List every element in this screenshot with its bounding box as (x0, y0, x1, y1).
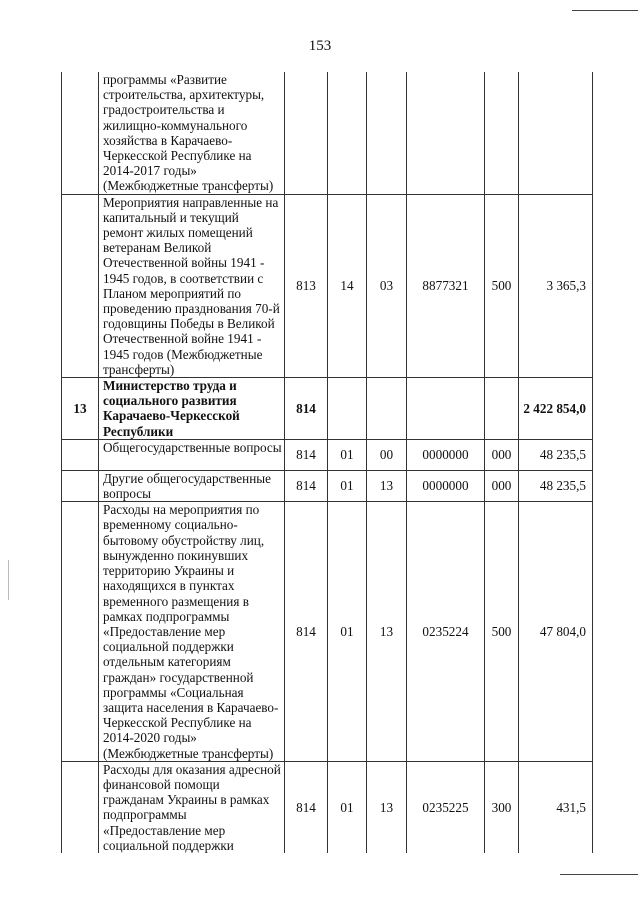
row-number: 13 (62, 378, 99, 440)
amount: 47 804,0 (519, 502, 593, 761)
expense-name: Общегосударственные вопросы (99, 439, 285, 470)
ministry-code: 814 (285, 439, 328, 470)
expense-name: Расходы на мероприятия по временному социально-бытовому обустройству лиц, вынужденно покинувших территорию Украины и находящихся в пунктах временного размещения в рамках подпрограммы «Предоставление мер социальной поддержки отдельным категориям граждан» государственной программы «Социальная защита населения в Карачаево-Черкесской Республике на 2014-2020 годы» (Межбюджетные трансферты) (99, 502, 285, 761)
amount: 48 235,5 (519, 439, 593, 470)
subsection-code: 13 (367, 502, 407, 761)
table-row (62, 72, 593, 194)
ministry-code: 814 (285, 502, 328, 761)
ministry-code: 814 (285, 470, 328, 501)
expense-name: программы «Развитие строительства, архитектуры, градостроительства и жилищно-коммунального хозяйства в Карачаево-Черкесской Республике на 2014-2017 годы» (Межбюджетные трансферты) (99, 72, 285, 194)
expense-type-code: 500 (485, 502, 519, 761)
page-number: 153 (308, 38, 332, 54)
section-code: 01 (328, 439, 367, 470)
expense-name: Мероприятия направленные на капитальный и текущий ремонт жилых помещений ветеранам Великой Отечественной войны 1941 - 1945 годов, в соответствии с Планом мероприятий по проведению празднования 70-й годовщины Победы в Великой Отечественной войне 1941 - 1945 годов (Межбюджетные трансферты) (99, 194, 285, 377)
row-number (62, 439, 99, 470)
ministry-code: 813 (285, 194, 328, 377)
target-article-code (407, 72, 485, 194)
subsection-code (367, 72, 407, 194)
target-article-code: 0000000 (407, 439, 485, 470)
row-number (62, 194, 99, 377)
amount: 2 422 854,0 (519, 378, 593, 440)
table-row (62, 439, 593, 470)
row-number (62, 72, 99, 194)
target-article-code: 0000000 (407, 470, 485, 501)
table-row (62, 470, 593, 501)
table-row (62, 194, 593, 377)
table-row (62, 761, 593, 853)
expense-name: Расходы для оказания адресной финансовой помощи гражданам Украины в рамках подпрограммы «Предоставление мер социальной поддержки (99, 761, 285, 853)
scan-edge-mark (8, 560, 9, 600)
budget-table (61, 72, 593, 853)
amount: 431,5 (519, 761, 593, 853)
expense-type-code: 500 (485, 194, 519, 377)
section-code (328, 378, 367, 440)
target-article-code: 0235225 (407, 761, 485, 853)
target-article-code (407, 378, 485, 440)
section-code (328, 72, 367, 194)
ministry-code: 814 (285, 761, 328, 853)
section-code: 14 (328, 194, 367, 377)
scan-edge-mark (560, 874, 638, 875)
subsection-code: 13 (367, 761, 407, 853)
expense-name: Другие общегосударственные вопросы (99, 470, 285, 501)
amount: 48 235,5 (519, 470, 593, 501)
subsection-code: 03 (367, 194, 407, 377)
section-code: 01 (328, 761, 367, 853)
amount (519, 72, 593, 194)
subsection-code: 13 (367, 470, 407, 501)
table-row (62, 378, 593, 440)
target-article-code: 8877321 (407, 194, 485, 377)
expense-type-code (485, 378, 519, 440)
target-article-code: 0235224 (407, 502, 485, 761)
ministry-code (285, 72, 328, 194)
ministry-code: 814 (285, 378, 328, 440)
section-code: 01 (328, 502, 367, 761)
expense-type-code: 000 (485, 439, 519, 470)
row-number (62, 470, 99, 501)
row-number (62, 502, 99, 761)
amount: 3 365,3 (519, 194, 593, 377)
expense-type-code: 300 (485, 761, 519, 853)
subsection-code (367, 378, 407, 440)
expense-name: Министерство труда и социального развития Карачаево-Черкесской Республики (99, 378, 285, 440)
table-row (62, 502, 593, 761)
subsection-code: 00 (367, 439, 407, 470)
expense-type-code (485, 72, 519, 194)
scan-edge-mark (572, 10, 638, 11)
expense-type-code: 000 (485, 470, 519, 501)
row-number (62, 761, 99, 853)
section-code: 01 (328, 470, 367, 501)
